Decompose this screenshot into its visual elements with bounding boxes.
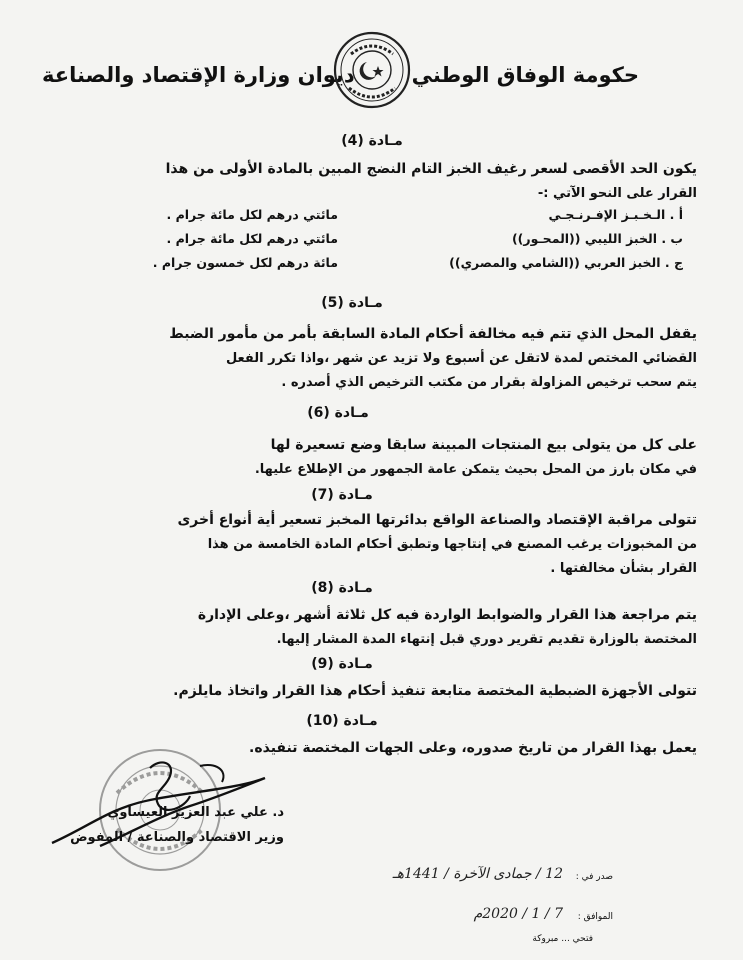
item-c-price: مائة درهم لكل خمسون جرام . [152,255,338,270]
article-7-line-1: تتولى مراقبة الإقتصاد والصناعة الواقع بدائرتها المخبز تسعير أية أنواع أخرى [177,512,697,528]
article-7-line-3: القرار بشأن مخالفتها . [550,561,697,576]
agreed-label: الموافق : [577,912,613,922]
item-a-price: مائتي درهم لكل مائة جرام . [166,207,338,222]
article-6-line-2: في مكان بارز من المحل بحيث يتمكن عامة الجمهور من الإطلاع عليها. [254,462,697,477]
article-4-line-2: القرار على النحو الآتي :- [537,186,697,201]
signatory-name: د. علي عبد العزيز العيساوي [107,805,284,820]
article-10-line-1: يعمل بهذا القرار من تاريخ صدوره، وعلى الجهات المختصة تنفيذه. [249,740,697,756]
article-10-title: مـادة (10) [306,713,378,729]
item-b-name: ب . الخبز الليبي ((المحـور)) [511,231,683,246]
article-5-title: مـادة (5) [321,295,383,311]
article-8-line-2: المختصة بالوزارة تقديم تقرير دوري قبل إنتهاء المدة المشار إليها. [276,632,697,647]
ministry-title: ديوان وزارة الإقتصاد والصناعة [42,63,355,87]
article-9-title: مـادة (9) [311,656,373,672]
article-7-line-2: من المخبوزات يرغب المصنع في إنتاجها وتطبق أحكام المادة الخامسة من هذا [207,537,697,552]
emblem-seal [333,30,411,110]
article-6-title: مـادة (6) [307,405,369,421]
article-5-line-3: يتم سحب ترخيص المزاولة بقرار من مكتب الترخيص الذي أصدره . [281,375,697,390]
article-8-line-1: يتم مراجعة هذا القرار والضوابط الواردة فيه كل ثلاثة أشهر ،وعلى الإدارة [197,607,697,623]
article-5-line-2: القضائي المختص لمدة لاتقل عن أسبوع ولا تزيد عن شهر ،واذا تكرر الفعل [225,351,697,366]
item-c-name: ج . الخبز العربي ((الشامي والمصري)) [449,255,683,270]
government-title: حكومة الوفاق الوطني [411,63,639,87]
article-6-line-1: على كل من يتولى بيع المنتجات المبينة سابقا وضع تسعيرة لها [270,437,697,453]
article-7-title: مـادة (7) [311,487,373,503]
issued-label: صدر في : [575,872,613,882]
article-5-line-1: يقفل المحل الذي تتم فيه مخالفة أحكام المادة السابقة بأمر من مأمور الضبط [169,326,697,342]
footer-note: فتحي ... مبروكة [532,934,593,944]
article-4-title: مـادة (4) [341,133,403,149]
signatory-role: وزير الاقتصاد والصناعة / المفوض [70,830,284,845]
article-4-line-1: يكون الحد الأقصى لسعر رغيف الخبز التام النضج المبين بالمادة الأولى من هذا [165,161,697,177]
item-a-name: أ . الـخـبـز الإفـرنـجـي [548,207,683,222]
agreed-gregorian-date: 7 / 1 / 2020م [473,906,563,922]
article-8-title: مـادة (8) [311,580,373,596]
issued-hijri-date: 12 / جمادى الآخرة / 1441هـ [392,866,563,882]
article-9-line-1: تتولى الأجهزة الضبطية المختصة متابعة تنفيذ أحكام هذا القرار واتخاذ مايلزم. [173,683,697,699]
item-b-price: مائتي درهم لكل مائة جرام . [166,231,338,246]
